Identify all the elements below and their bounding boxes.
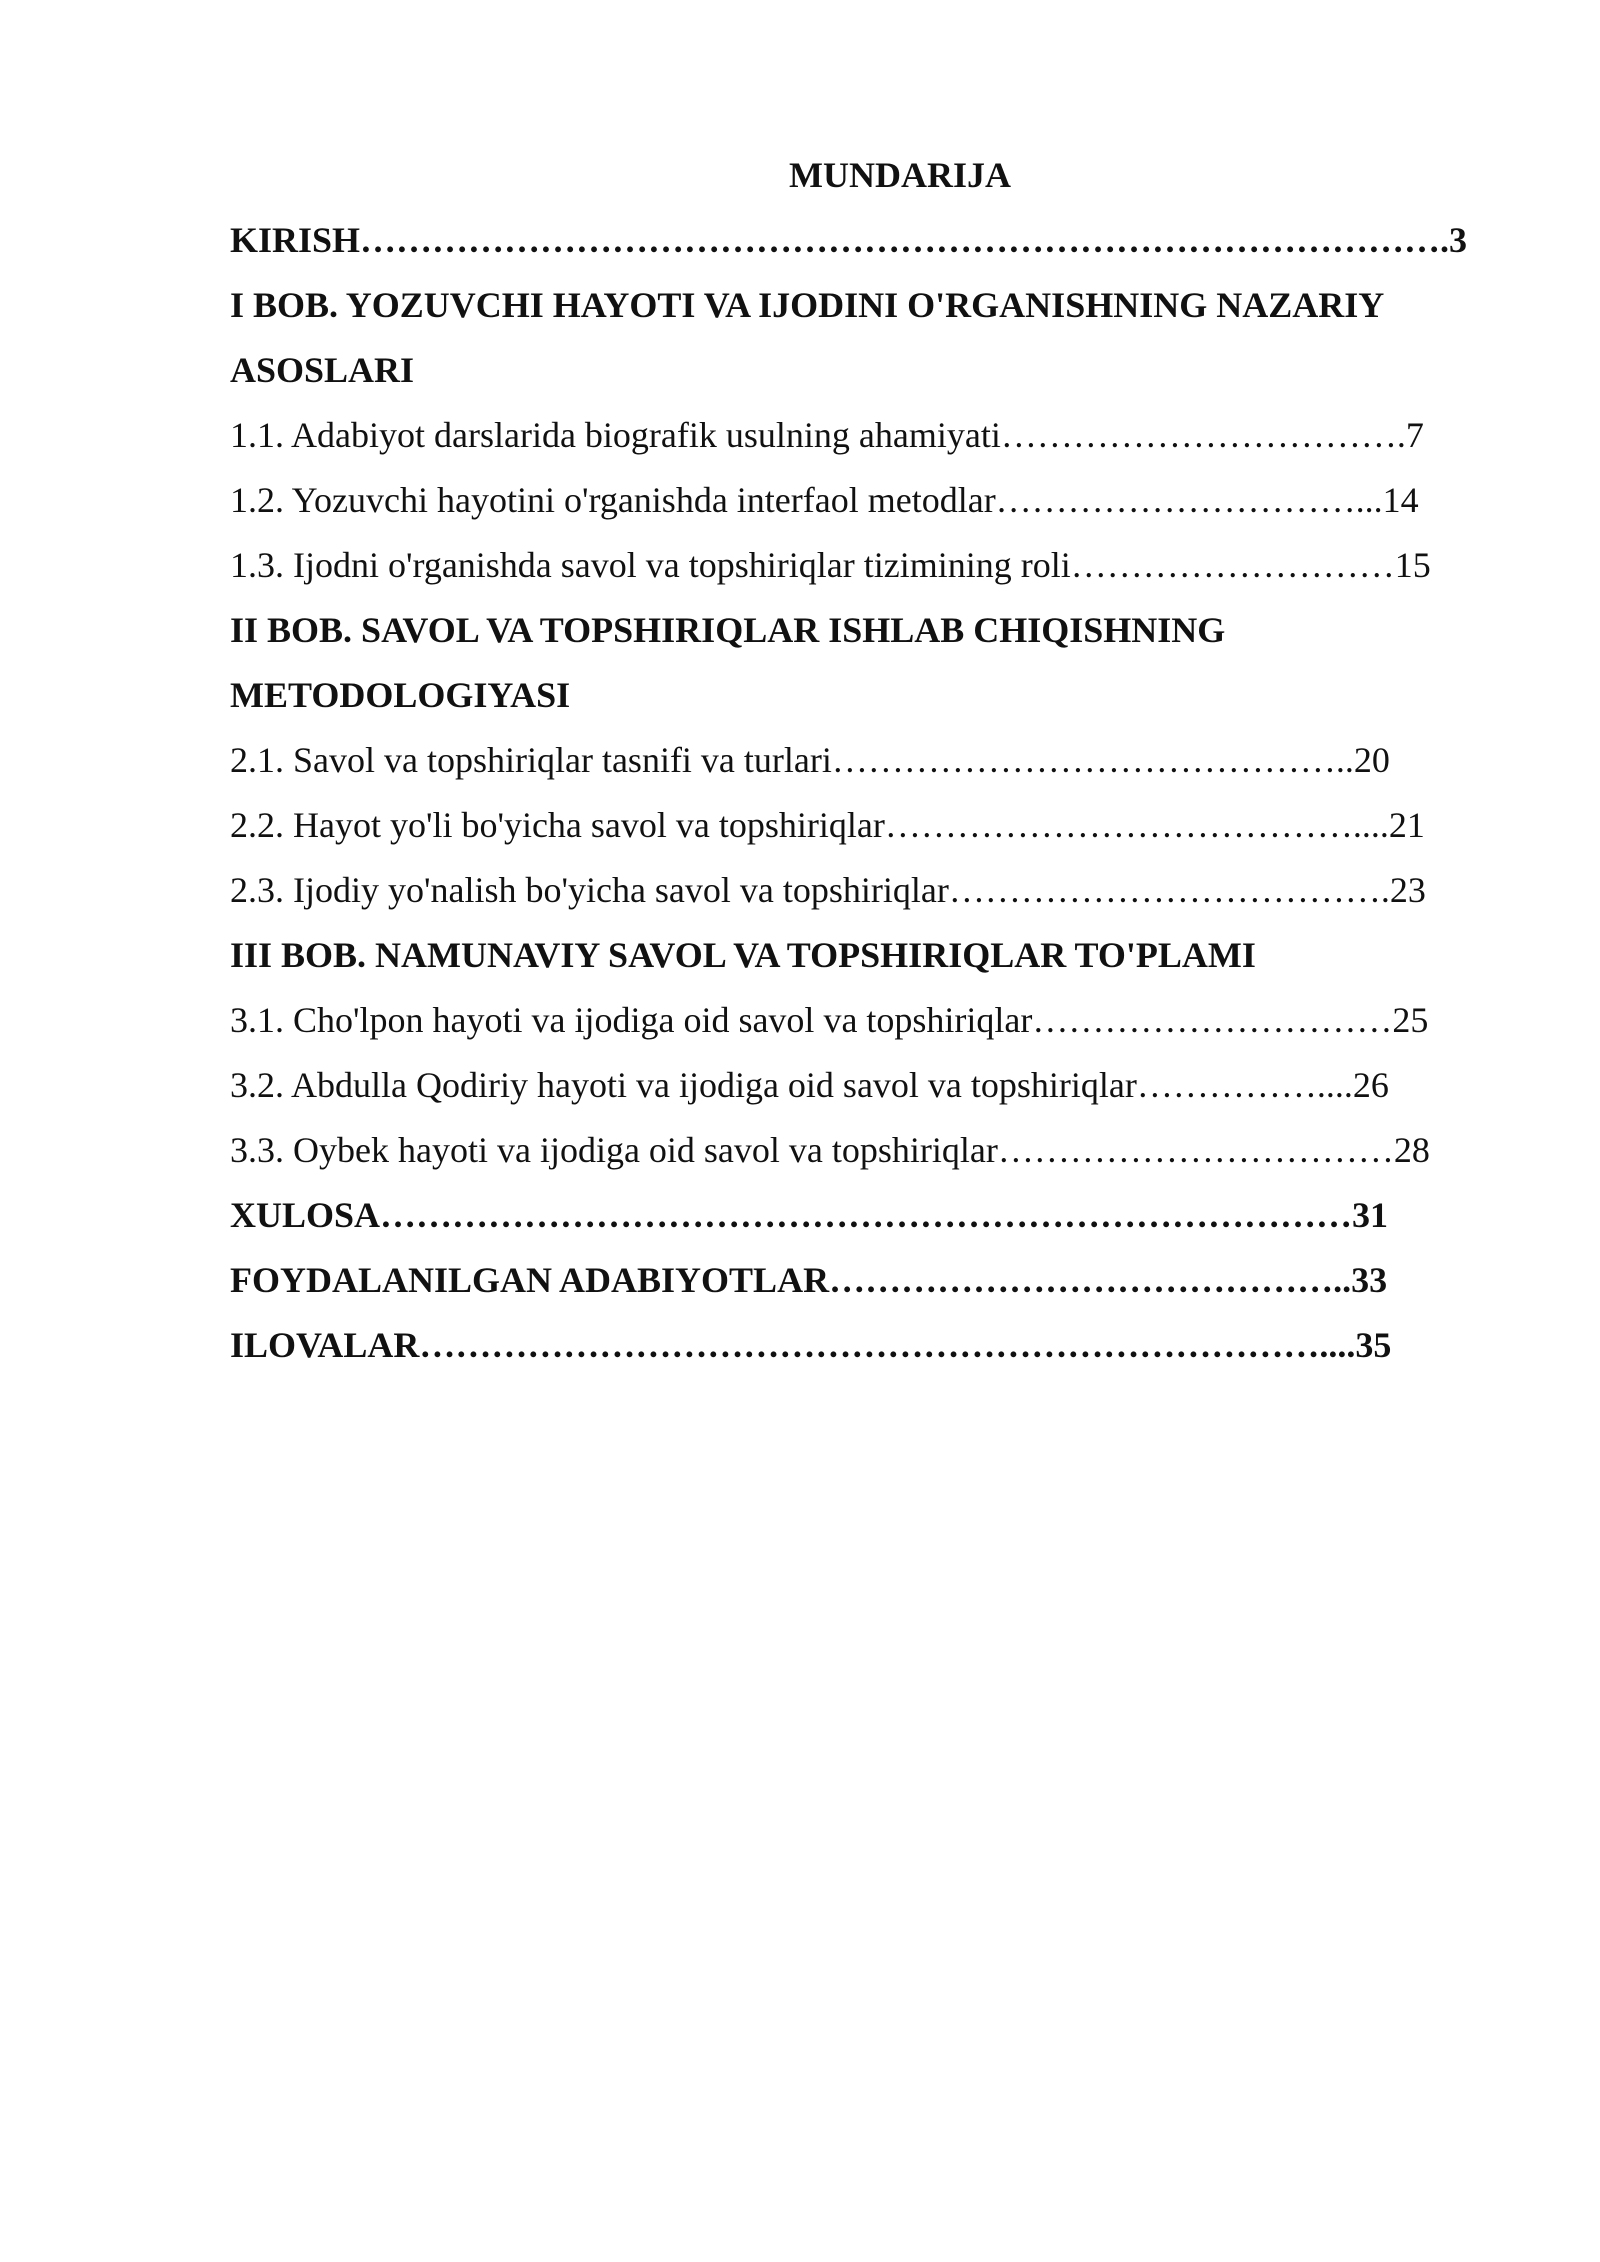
page-title: MUNDARIJA	[789, 155, 1011, 195]
toc-chapter-3-title: III BOB. NAMUNAVIY SAVOL VA TOPSHIRIQLAR TO'PLAMI	[230, 935, 1256, 975]
toc-chapter-2-title-cont: METODOLOGIYASI	[230, 675, 571, 715]
toc-entry-2-1: 2.1. Savol va topshiriqlar tasnifi va turlari……………………………………..20	[230, 740, 1390, 780]
table-of-contents	[230, 215, 1490, 1385]
toc-entry-1-3: 1.3. Ijodni o'rganishda savol va topshiriqlar tizimining roli………………………15	[230, 545, 1431, 585]
toc-chapter-2-title: II BOB. SAVOL VA TOPSHIRIQLAR ISHLAB CHIQISHNING	[230, 610, 1226, 650]
toc-entry-2-3: 2.3. Ijodiy yo'nalish bo'yicha savol va topshiriqlar……………………………….23	[230, 870, 1426, 910]
toc-chapter-1-title-cont: ASOSLARI	[230, 350, 415, 390]
toc-entry-3-2: 3.2. Abdulla Qodiriy hayoti va ijodiga oid savol va topshiriqlar……………....26	[230, 1065, 1389, 1105]
toc-chapter-1-title: I BOB. YOZUVCHI HAYOTI VA IJODINI O'RGANISHNING NAZARIY	[230, 285, 1385, 325]
toc-entry-1-1: 1.1. Adabiyot darslarida biografik usulning ahamiyati…………………………….7	[230, 415, 1424, 455]
toc-entry-kirish: KIRISH……………………………………………………………………………….3	[230, 220, 1468, 260]
toc-entry-foydalanilgan-adabiyotlar: FOYDALANILGAN ADABIYOTLAR……………………………………..33	[230, 1260, 1388, 1300]
toc-entry-3-3: 3.3. Oybek hayoti va ijodiga oid savol va topshiriqlar……………………………28	[230, 1130, 1430, 1170]
toc-entry-2-2: 2.2. Hayot yo'li bo'yicha savol va topshiriqlar…………………………………....21	[230, 805, 1425, 845]
toc-entry-3-1: 3.1. Cho'lpon hayoti va ijodiga oid savol va topshiriqlar…………………………25	[230, 1000, 1429, 1040]
toc-entry-ilovalar: ILOVALAR…………………………………………………………………....35	[230, 1325, 1392, 1365]
toc-entry-xulosa: XULOSA………………………………………………………………………31	[230, 1195, 1389, 1235]
toc-entry-1-2: 1.2. Yozuvchi hayotini o'rganishda interfaol metodlar…………………………...14	[230, 480, 1419, 520]
